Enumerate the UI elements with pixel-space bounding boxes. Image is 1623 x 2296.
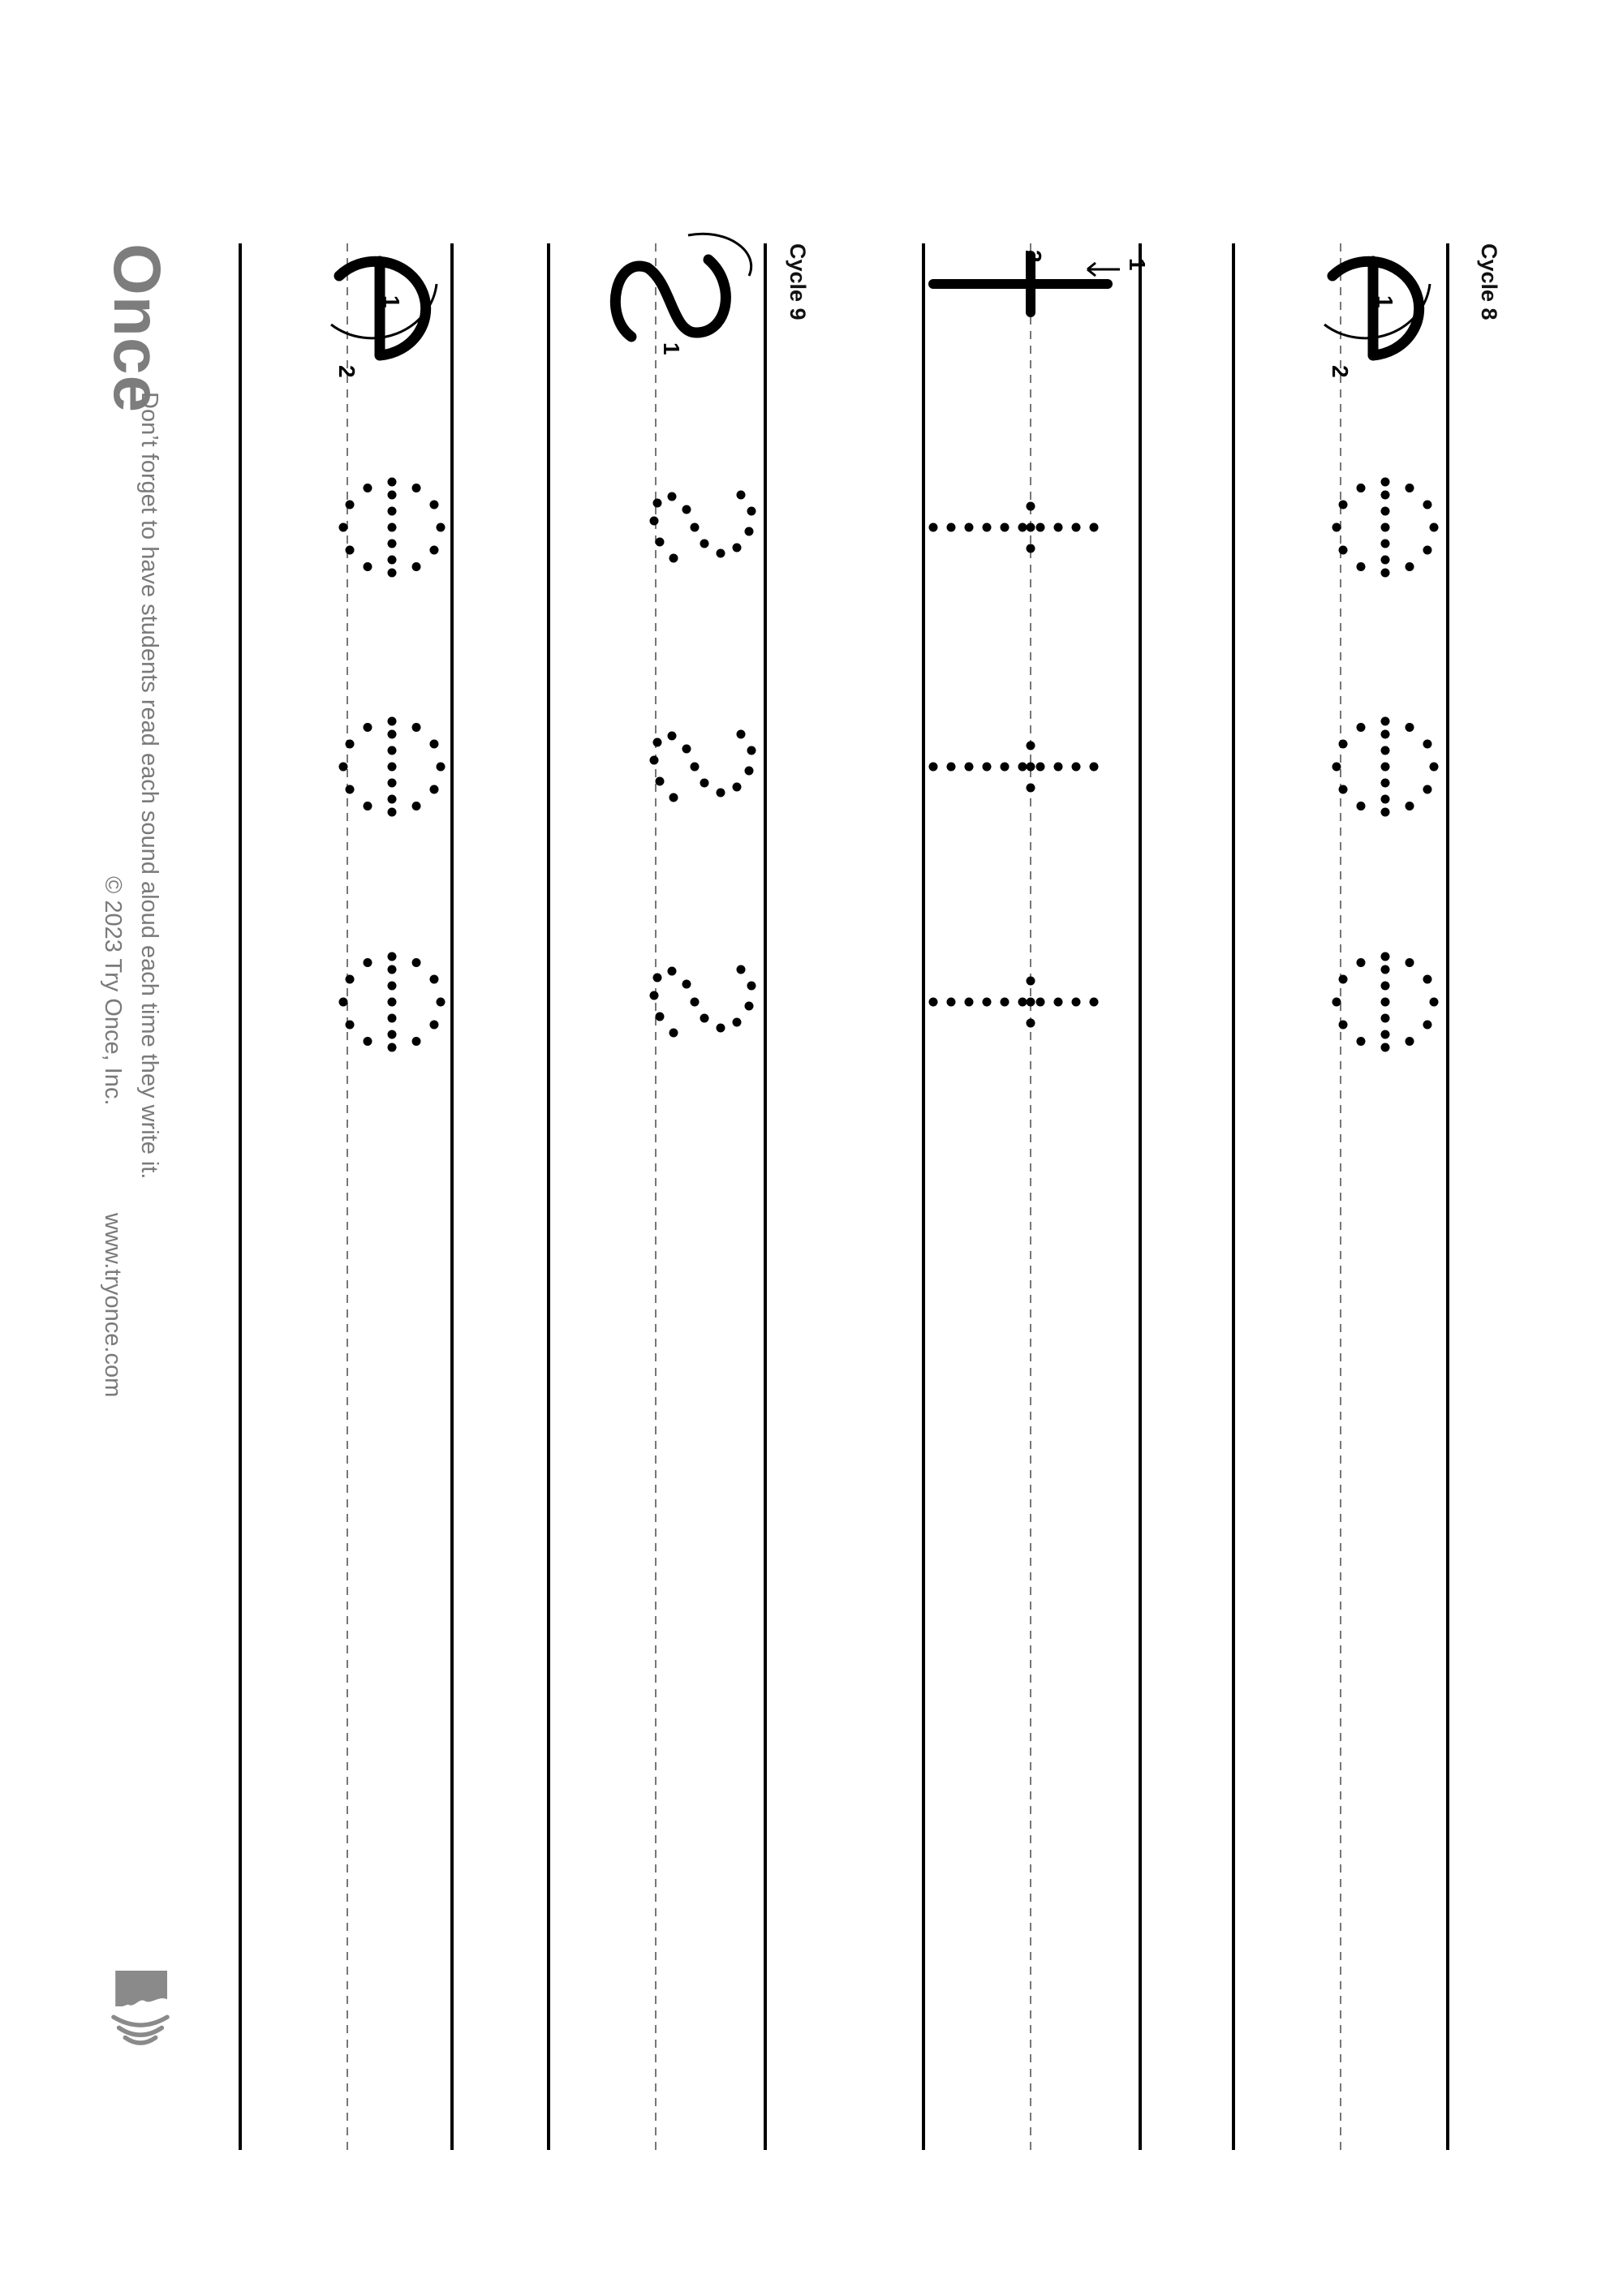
trace-letter-e — [1332, 952, 1439, 1052]
trace-letter-s — [650, 491, 756, 563]
trace-letter-e — [1332, 717, 1439, 817]
stroke-number-1: 1 — [659, 342, 684, 355]
footer-note: Don’t forget to have students read each sound aloud each time they write it. — [136, 392, 162, 1180]
stroke-number-1: 1 — [1372, 295, 1397, 308]
stroke-number-2: 2 — [1328, 365, 1353, 378]
trace-letter-t — [929, 502, 1099, 553]
stroke-number-2: 2 — [334, 365, 359, 378]
trace-letter-t — [929, 977, 1099, 1028]
model-letter-s — [615, 234, 751, 355]
footer-website: www.tryonce.com — [100, 1213, 126, 1398]
cycle-8-label: Cycle 8 — [1477, 243, 1501, 320]
trace-letter-t — [929, 742, 1099, 793]
footer-copyright: © 2023 Try Once, Inc. — [100, 876, 126, 1106]
stroke-number-1: 1 — [1125, 258, 1150, 271]
cycle-9-label: Cycle 9 — [786, 243, 810, 320]
trace-letter-e — [339, 478, 446, 578]
trace-letter-e — [1332, 478, 1439, 578]
stroke-number-1: 1 — [379, 295, 404, 308]
stroke-number-2: 2 — [1021, 250, 1046, 263]
trace-letter-e — [339, 952, 446, 1052]
brand-logo-text: Once — [100, 243, 174, 414]
trace-letter-e — [339, 717, 446, 817]
try-once-logo-icon — [96, 1962, 185, 2051]
trace-letter-s — [650, 730, 756, 802]
model-letter-t — [933, 250, 1150, 312]
trace-letter-s — [650, 965, 756, 1038]
